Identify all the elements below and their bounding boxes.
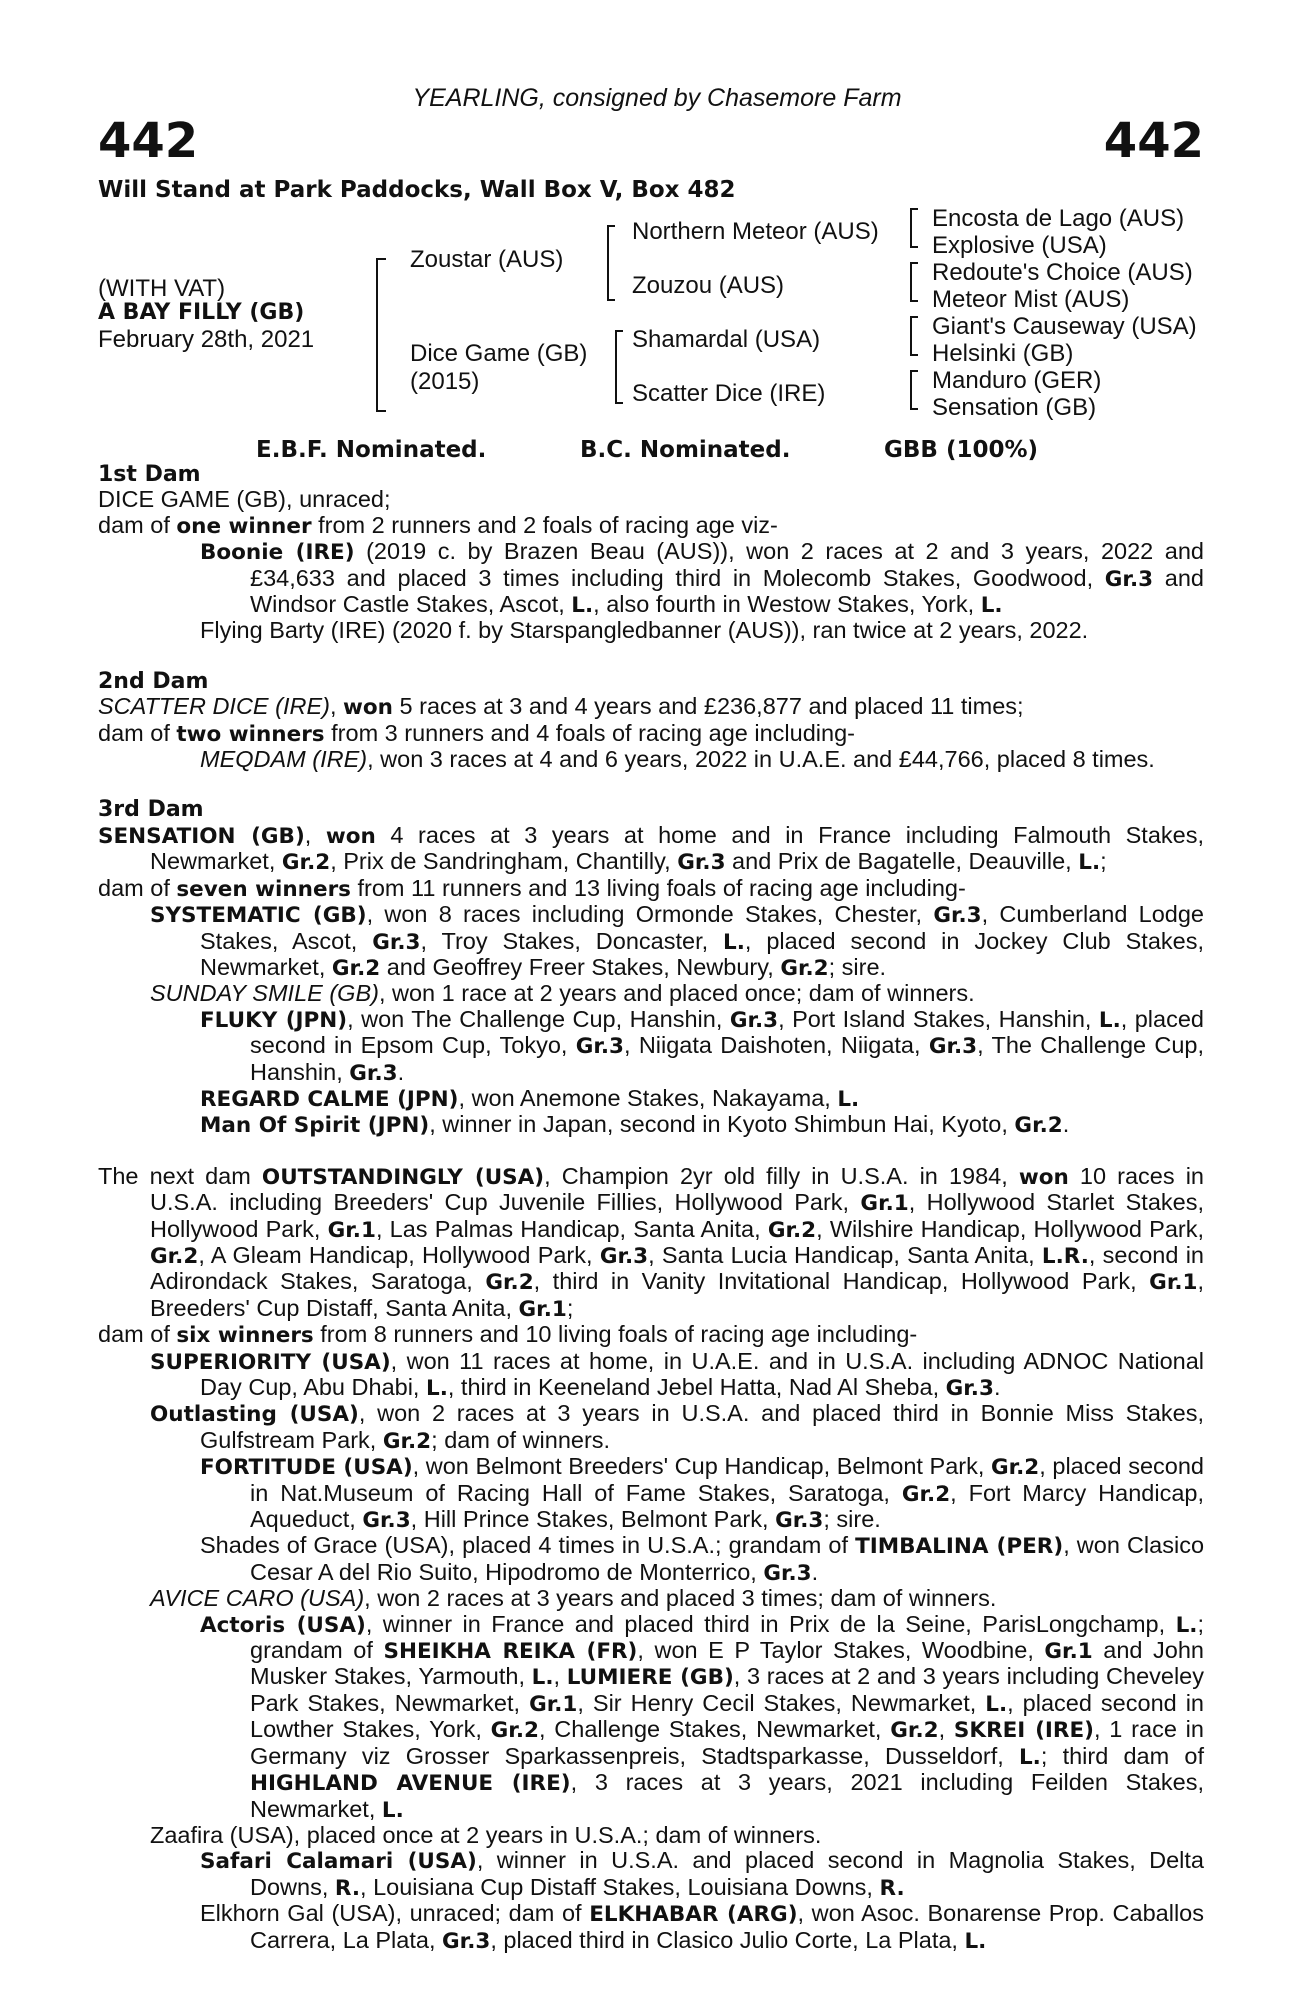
produce-entry: Outlasting (USA), won 2 races at 3 years in U.S.A. and placed third in Bonnie Miss Stakes, Gulfstream Park, Gr.2; dam of winners. bbox=[150, 1400, 1204, 1454]
pedigree-ssd: Explosive (USA) bbox=[932, 232, 1107, 259]
dam-produce-summary: dam of two winners from 3 runners and 4 foals of racing age including- bbox=[98, 719, 855, 747]
dam-produce-summary: dam of six winners from 8 runners and 10 living foals of racing age including- bbox=[98, 1321, 918, 1349]
pedigree-dss: Giant's Causeway (USA) bbox=[932, 313, 1197, 340]
gbb-rating: GBB (100%) bbox=[884, 437, 1039, 463]
produce-entry: Actoris (USA), winner in France and placed third in Prix de la Seine, ParisLongchamp, L.; grandam of SHEIKHA REIKA (FR), won E P Taylor Stakes, Woodbine, Gr.1 and John Musker Stakes, Yarmouth, L., LUMIERE (GB), 3 races at 2 and 3 years including Cheveley Park Stakes, Newmarket, Gr.1, Sir Henry Cecil Stakes, Newmarket, L., placed second in Lowther Stakes, York, Gr.2, Challenge Stakes, Newmarket, Gr.2, SKREI (IRE), 1 race in Germany viz Grosser Sparkassenpreis, Stadtsparkasse, Dusseldorf, L.; third dam of HIGHLAND AVENUE (IRE), 3 races at 3 years, 2021 including Feilden Stakes, Newmarket, L. bbox=[200, 1610, 1205, 1823]
dam-entry: SENSATION (GB), won 4 races at 3 years at home and in France including Falmouth Stakes, Newmarket, Gr.2, Prix de Sandringham, Chantilly, Gr.3 and Prix de Bagatelle, Deauville, L.; bbox=[98, 821, 1205, 876]
pedigree-bracket bbox=[910, 262, 918, 302]
pedigree-bracket bbox=[910, 370, 918, 410]
produce-entry: Elkhorn Gal (USA), unraced; dam of ELKHABAR (ARG), won Asoc. Bonarense Prop. Caballos Carrera, La Plata, Gr.3, placed third in Clasico Julio Corte, La Plata, L. bbox=[200, 1900, 1204, 1954]
pedigree-bracket bbox=[607, 225, 615, 301]
produce-entry: Boonie (IRE) (2019 c. by Brazen Beau (AUS)), won 2 races at 2 and 3 years, 2022 and £34,633 and placed 3 times including third in Molecomb Stakes, Goodwood, Gr.3 and Windsor Castle Stakes, Ascot, L., also fourth in Westow Stakes, York, L. bbox=[200, 538, 1204, 619]
vat-note: (WITH VAT) bbox=[98, 275, 226, 302]
consignment-header: YEARLING, consigned by Chasemore Farm bbox=[412, 84, 902, 112]
pedigree-dam-dam: Scatter Dice (IRE) bbox=[632, 380, 826, 407]
section-heading: 1st Dam bbox=[98, 462, 201, 487]
dam-entry: The next dam OUTSTANDINGLY (USA), Champion 2yr old filly in U.S.A. in 1984, won 10 races in U.S.A. including Breeders' Cup Juvenile Fillies, Hollywood Park, Gr.1, Hollywood Starlet Stakes, Hollywood Park, Gr.1, Las Palmas Handicap, Santa Anita, Gr.2, Wilshire Handicap, Hollywood Park, Gr.2, A Gleam Handicap, Hollywood Park, Gr.3, Santa Lucia Handicap, Santa Anita, L.R., second in Adirondack Stakes, Saratoga, Gr.2, third in Vanity Invitational Handicap, Hollywood Park, Gr.1, Breeders' Cup Distaff, Santa Anita, Gr.1; bbox=[98, 1162, 1205, 1322]
produce-entry: Flying Barty (IRE) (2020 f. by Starspangledbanner (AUS)), ran twice at 2 years, 2022. bbox=[200, 617, 1089, 644]
produce-entry: AVICE CARO (USA), won 2 races at 3 years and placed 3 times; dam of winners. bbox=[150, 1585, 997, 1612]
pedigree-ddd: Sensation (GB) bbox=[932, 394, 1097, 421]
produce-entry: Zaafira (USA), placed once at 2 years in U.S.A.; dam of winners. bbox=[150, 1821, 822, 1848]
dam-entry: SCATTER DICE (IRE), won 5 races at 3 and 4 years and £236,877 and placed 11 times; bbox=[98, 693, 1024, 721]
dam-entry: DICE GAME (GB), unraced; bbox=[98, 486, 391, 513]
bc-nomination: B.C. Nominated. bbox=[580, 437, 791, 463]
catalogue-body bbox=[98, 462, 1204, 1954]
horse-dob: February 28th, 2021 bbox=[98, 326, 315, 353]
pedigree-bracket bbox=[376, 258, 386, 412]
ebf-nomination: E.B.F. Nominated. bbox=[256, 437, 487, 463]
produce-entry: Shades of Grace (USA), placed 4 times in U.S.A.; grandam of TIMBALINA (PER), won Clasico Cesar A del Rio Suito, Hipodromo de Monterrico, Gr.3. bbox=[200, 1532, 1205, 1586]
produce-entry: MEQDAM (IRE), won 3 races at 4 and 6 years, 2022 in U.A.E. and £44,766, placed 8 times. bbox=[200, 746, 1155, 773]
section-heading: 2nd Dam bbox=[98, 668, 209, 694]
produce-entry: SYSTEMATIC (GB), won 8 races including Ormonde Stakes, Chester, Gr.3, Cumberland Lodge Stakes, Ascot, Gr.3, Troy Stakes, Doncaster, L., placed second in Jockey Club Stakes, Newmarket, Gr.2 and Geoffrey Freer Stakes, Newbury, Gr.2; sire. bbox=[150, 901, 1205, 981]
dam-produce-summary: dam of one winner from 2 runners and 2 foals of racing age viz- bbox=[98, 511, 778, 539]
produce-entry: FORTITUDE (USA), won Belmont Breeders' Cup Handicap, Belmont Park, Gr.2, placed second in Nat.Museum of Racing Hall of Fame Stakes, Saratoga, Gr.2, Fort Marcy Handicap, Aqueduct, Gr.3, Hill Prince Stakes, Belmont Park, Gr.3; sire. bbox=[200, 1453, 1204, 1534]
pedigree-sdd: Meteor Mist (AUS) bbox=[932, 286, 1130, 313]
produce-entry: Man Of Spirit (JPN), winner in Japan, second in Kyoto Shimbun Hai, Kyoto, Gr.2. bbox=[200, 1111, 1070, 1139]
produce-entry: Safari Calamari (USA), winner in U.S.A. and placed second in Magnolia Stakes, Delta Downs, R., Louisiana Cup Distaff Stakes, Louisiana Downs, R. bbox=[200, 1847, 1204, 1901]
pedigree-dam-sire: Shamardal (USA) bbox=[632, 326, 821, 353]
pedigree-sire: Zoustar (AUS) bbox=[410, 246, 564, 273]
lot-number-right: 442 bbox=[1103, 113, 1204, 169]
pedigree-sss: Encosta de Lago (AUS) bbox=[932, 205, 1185, 232]
horse-name: A BAY FILLY (GB) bbox=[98, 300, 305, 325]
pedigree-bracket bbox=[910, 316, 918, 356]
pedigree-bracket bbox=[910, 208, 918, 248]
pedigree-sds: Redoute's Choice (AUS) bbox=[932, 259, 1193, 286]
pedigree-dam: Dice Game (GB) bbox=[410, 340, 588, 367]
produce-entry: SUPERIORITY (USA), won 11 races at home, in U.A.E. and in U.S.A. including ADNOC National Day Cup, Abu Dhabi, L., third in Keeneland Jebel Hatta, Nad Al Sheba, Gr.3. bbox=[150, 1347, 1204, 1401]
pedigree-dam-year: (2015) bbox=[410, 368, 480, 395]
produce-entry: REGARD CALME (JPN), won Anemone Stakes, Nakayama, L. bbox=[200, 1084, 860, 1112]
pedigree-sire-dam: Zouzou (AUS) bbox=[632, 272, 785, 299]
lot-number-left: 442 bbox=[98, 113, 199, 169]
pedigree-bracket bbox=[615, 330, 623, 404]
produce-entry: FLUKY (JPN), won The Challenge Cup, Hanshin, Gr.3, Port Island Stakes, Hanshin, L., placed second in Epsom Cup, Tokyo, Gr.3, Niigata Daishoten, Niigata, Gr.3, The Challenge Cup, Hanshin, Gr.3. bbox=[200, 1005, 1205, 1086]
dam-produce-summary: dam of seven winners from 11 runners and 13 living foals of racing age including- bbox=[98, 874, 966, 902]
stabling-location: Will Stand at Park Paddocks, Wall Box V, Box 482 bbox=[98, 177, 736, 203]
produce-entry: SUNDAY SMILE (GB), won 1 race at 2 years and placed once; dam of winners. bbox=[150, 980, 975, 1007]
pedigree-sire-sire: Northern Meteor (AUS) bbox=[632, 218, 879, 245]
pedigree-dds: Manduro (GER) bbox=[932, 367, 1102, 394]
section-heading: 3rd Dam bbox=[98, 797, 204, 823]
pedigree-dsd: Helsinki (GB) bbox=[932, 340, 1074, 367]
